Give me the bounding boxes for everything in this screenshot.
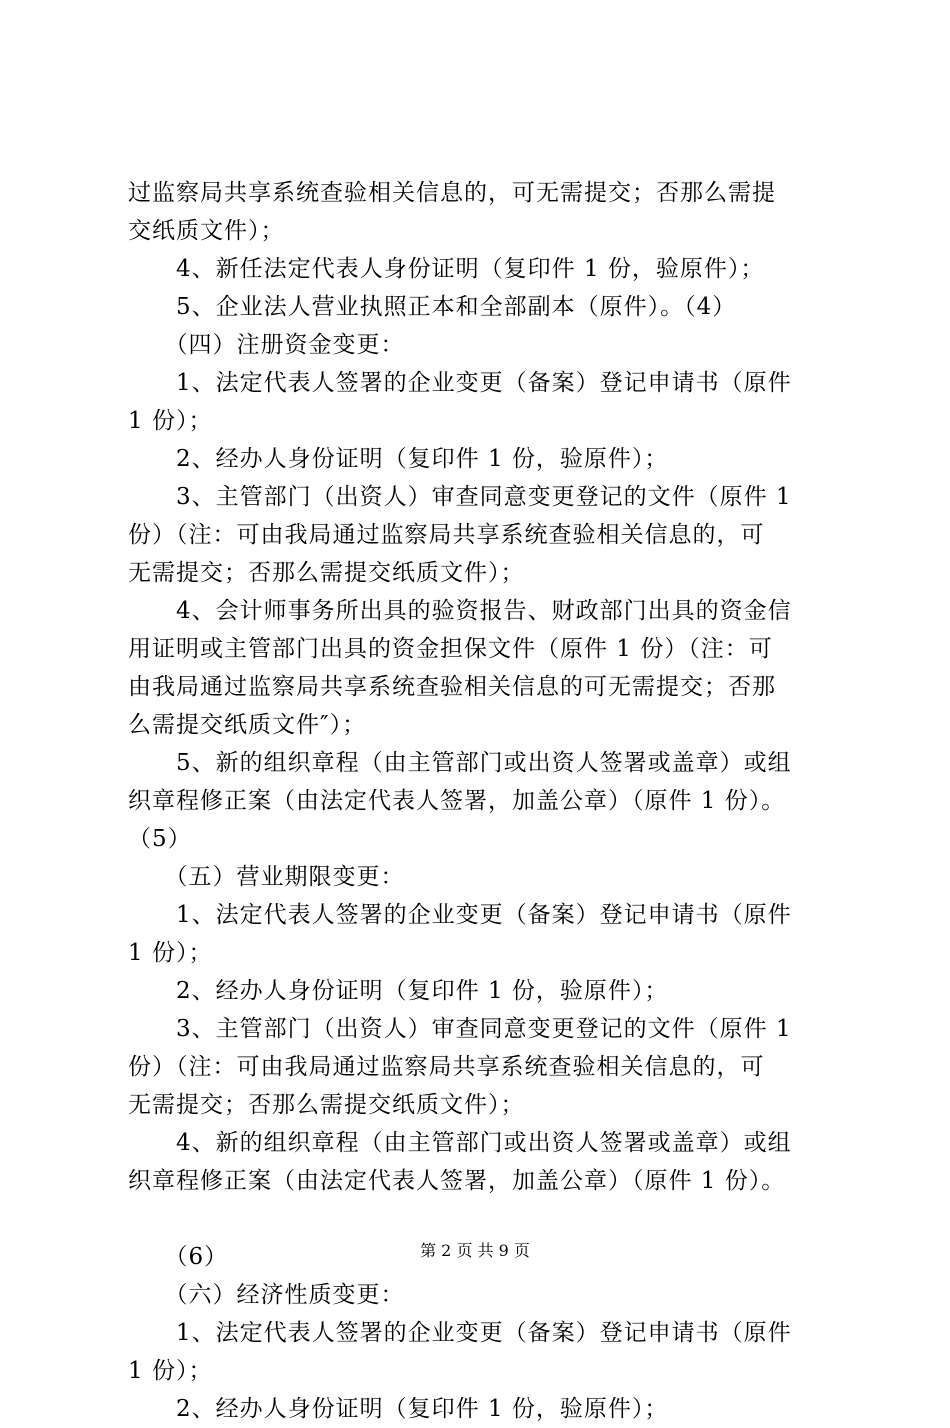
text-line-32: 1 份）； [128,1358,213,1384]
text-line-24: 份）（注：可由我局通过监察局共享系统查验相关信息的，可 [128,1054,765,1080]
text-line-18: （5） [128,826,192,852]
text-line-27: 织章程修正案（由法定代表人签署，加盖公章）（原件 1 份）。 [128,1168,786,1194]
text-line-15: 么需提交纸质文件″）； [128,712,367,738]
text-line-21: 1 份）； [128,940,213,966]
text-line-13: 用证明或主管部门出具的资金担保文件（原件 1 份）（注：可 [128,636,773,662]
text-line-7: 1 份）； [128,408,213,434]
text-line-25: 无需提交；否那么需提交纸质文件）； [128,1092,525,1118]
text-line-9: 3、主管部门（出资人）审查同意变更登记的文件（原件 1 [128,484,792,510]
text-line-33: 2、经办人身份证明（复印件 1 份，验原件）； [128,1396,669,1422]
text-line-4: 5、企业法人营业执照正本和全部副本（原件）。（4） [128,294,737,320]
text-line-2: 交纸质文件）； [128,218,285,244]
text-line-17: 织章程修正案（由法定代表人签署，加盖公章）（原件 1 份）。 [128,788,786,814]
text-line-8: 2、经办人身份证明（复印件 1 份，验原件）； [128,446,669,472]
text-line-29: （6） [128,1244,229,1270]
section-heading-6: （六）经济性质变更： [128,1282,405,1308]
text-line-31: 1、法定代表人签署的企业变更（备案）登记申请书（原件 [128,1320,792,1346]
text-line-14: 由我局通过监察局共享系统查验相关信息的可无需提交；否那 [128,674,776,700]
text-line-12: 4、会计师事务所出具的验资报告、财政部门出具的资金信 [128,598,792,624]
text-line-3: 4、新任法定代表人身份证明（复印件 1 份，验原件）； [128,256,765,282]
text-line-23: 3、主管部门（出资人）审查同意变更登记的文件（原件 1 [128,1016,792,1042]
page-footer: 第 2 页 共 9 页 [420,1241,530,1260]
text-line-1: 过监察局共享系统查验相关信息的，可无需提交；否那么需提 [128,180,776,206]
blank-line [128,1200,848,1238]
text-line-26: 4、新的组织章程（由主管部门或出资人签署或盖章）或组 [128,1130,792,1156]
text-line-20: 1、法定代表人签署的企业变更（备案）登记申请书（原件 [128,902,792,928]
section-heading-4: （四）注册资金变更： [128,332,405,358]
section-heading-5: （五）营业期限变更： [128,864,405,890]
text-line-10: 份）（注：可由我局通过监察局共享系统查验相关信息的，可 [128,522,765,548]
text-line-22: 2、经办人身份证明（复印件 1 份，验原件）； [128,978,669,1004]
text-line-6: 1、法定代表人签署的企业变更（备案）登记申请书（原件 [128,370,792,396]
text-line-16: 5、新的组织章程（由主管部门或出资人签署或盖章）或组 [128,750,792,776]
text-line-11: 无需提交；否那么需提交纸质文件）； [128,560,525,586]
